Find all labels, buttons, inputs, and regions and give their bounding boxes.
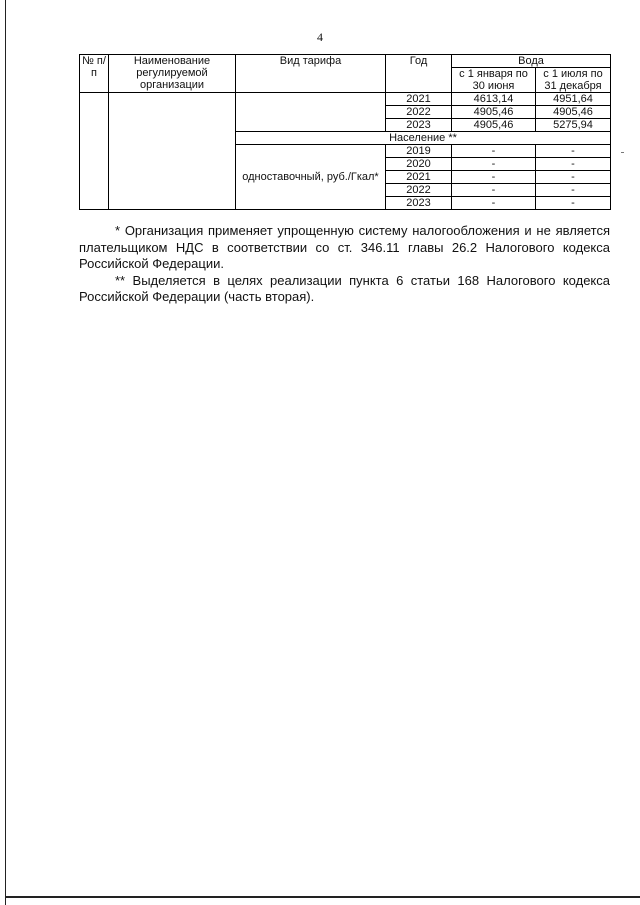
cell-value-h1: - [452, 145, 536, 158]
header-tariff-type: Вид тарифа [236, 55, 386, 93]
cell-value-h1: - [452, 171, 536, 184]
header-water: Вода [452, 55, 611, 68]
cell-num-empty [80, 93, 109, 210]
cell-value-h1: - [452, 158, 536, 171]
cell-tariff-empty [236, 93, 386, 132]
scan-mark [621, 152, 624, 153]
cell-value-h1: - [452, 197, 536, 210]
cell-year: 2022 [386, 106, 452, 119]
cell-year: 2021 [386, 171, 452, 184]
header-org: Наименование регулируемой организации [109, 55, 236, 93]
cell-value-h2: - [536, 158, 611, 171]
header-period2: с 1 июля по 31 декабря [536, 68, 611, 93]
cell-year: 2019 [386, 145, 452, 158]
cell-value-h2: - [536, 171, 611, 184]
table-header-row [80, 55, 611, 68]
page-frame-bottom [5, 896, 640, 898]
cell-value-h2: 4905,46 [536, 106, 611, 119]
header-num: № п/п [80, 55, 109, 93]
cell-value-h2: - [536, 197, 611, 210]
population-label: Население ** [236, 132, 611, 145]
cell-value-h1: 4613,14 [452, 93, 536, 106]
page-frame-left [5, 0, 6, 905]
table-row [80, 93, 611, 106]
cell-value-h2: - [536, 184, 611, 197]
cell-year: 2021 [386, 93, 452, 106]
header-period1: с 1 января по 30 июня [452, 68, 536, 93]
cell-value-h2: - [536, 145, 611, 158]
footnote-population: ** Выделяется в целях реализации пункта 6 статьи 168 Налогового кодекса Российской Федерации (часть вторая). [79, 272, 610, 304]
footnotes [79, 223, 610, 306]
footnote-vat: * Организация применяет упрощенную систему налогообложения и не является плательщиком НДС в соответствии со ст. 346.11 главы 26.2 Налогового кодекса Российской Федерации. [79, 223, 610, 271]
cell-value-h1: 4905,46 [452, 119, 536, 132]
header-year: Год [386, 55, 452, 93]
cell-org-empty [109, 93, 236, 210]
cell-value-h1: - [452, 184, 536, 197]
cell-year: 2020 [386, 158, 452, 171]
page-number: 4 [317, 30, 323, 44]
cell-value-h1: 4905,46 [452, 106, 536, 119]
cell-year: 2023 [386, 119, 452, 132]
cell-value-h2: 4951,64 [536, 93, 611, 106]
tariff-table [79, 54, 611, 210]
cell-year: 2023 [386, 197, 452, 210]
tariff-type-value: одноставочный, руб./Гкал* [236, 145, 386, 210]
cell-year: 2022 [386, 184, 452, 197]
cell-value-h2: 5275,94 [536, 119, 611, 132]
